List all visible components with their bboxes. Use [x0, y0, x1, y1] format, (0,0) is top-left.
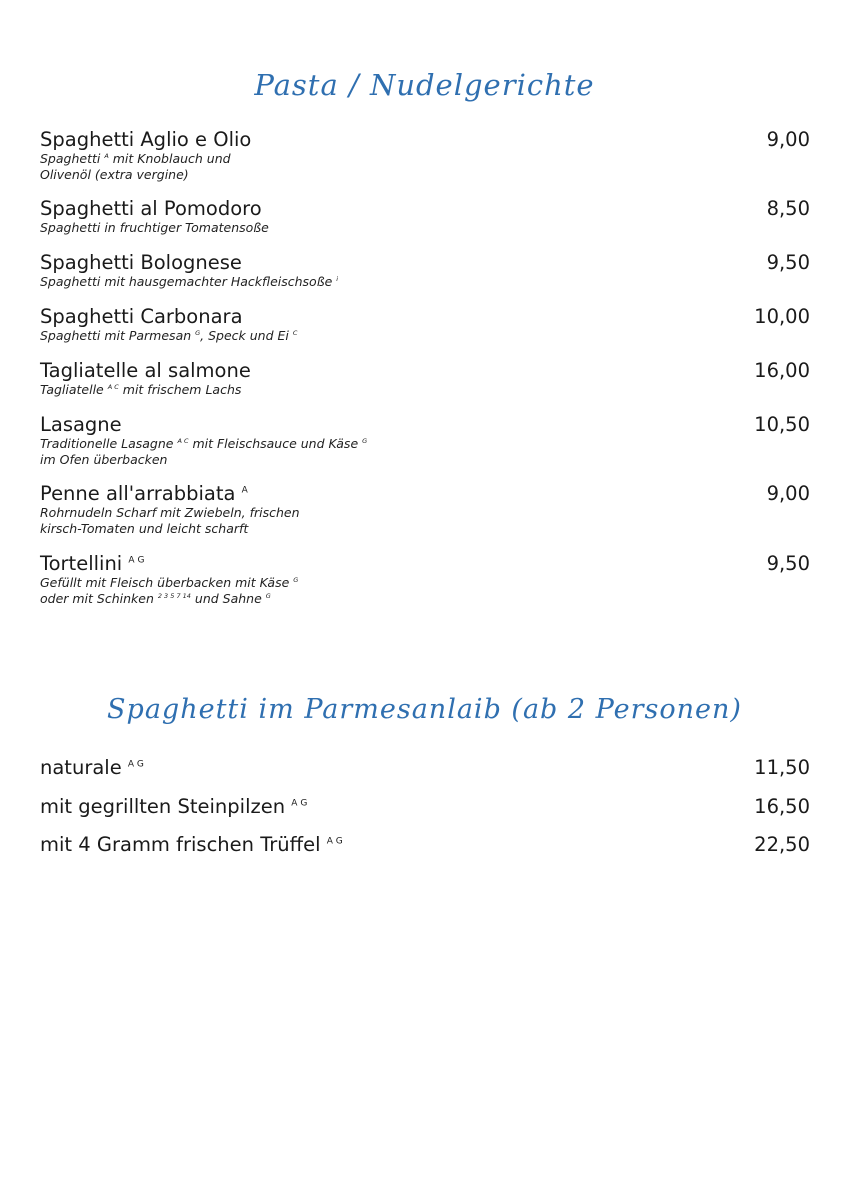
description-text: , Speck und Ei: [200, 328, 293, 343]
allergen-code: G: [362, 436, 368, 445]
allergen-code: A G: [326, 836, 343, 847]
description-text: Tagliatelle: [40, 382, 108, 397]
dish-name: [40, 833, 343, 856]
dish-price: 16,50: [754, 794, 810, 818]
description-text: Spaghetti in fruchtiger Tomatensoße: [40, 220, 269, 235]
description-text: Spaghetti mit hausgemachter Hackfleischsoße: [40, 274, 337, 289]
dish-description: [40, 575, 810, 591]
dish-price: 9,50: [766, 251, 810, 274]
menu-item-row: [40, 756, 810, 779]
dish-name-text: Tagliatelle al salmone: [40, 359, 251, 382]
description-text: im Ofen überbacken: [40, 451, 168, 467]
dish-name: [40, 552, 144, 575]
dish-name-text: naturale: [40, 756, 122, 779]
dish-price: 10,00: [754, 305, 810, 328]
dish-description: [40, 382, 810, 398]
dish-description: [40, 328, 810, 344]
dish-description: [40, 220, 810, 236]
dish-description: [40, 151, 810, 167]
allergen-code: A C: [107, 382, 119, 391]
dish-price: 9,00: [766, 482, 810, 505]
description-text: Spaghetti: [40, 151, 105, 166]
allergen-code: C: [292, 328, 298, 337]
allergen-code: G: [293, 575, 299, 584]
dish-name-text: Penne all'arrabbiata: [40, 482, 236, 505]
menu-item: [40, 197, 810, 236]
dish-price: 8,50: [766, 197, 810, 220]
menu-item: [40, 552, 810, 606]
dish-name-text: mit 4 Gramm frischen Trüffel: [40, 833, 321, 856]
dish-price: 16,00: [754, 359, 810, 382]
menu-item-row: [40, 197, 810, 220]
dish-price: 22,50: [754, 833, 810, 856]
dish-price: 9,00: [766, 128, 810, 151]
menu-item: [40, 128, 810, 182]
menu-item-row: [40, 359, 810, 382]
dish-name-text: Lasagne: [40, 413, 122, 436]
dish-description: [40, 521, 810, 537]
pasta-section-title: Pasta / Nudelgerichte: [254, 68, 595, 102]
dish-name-text: Spaghetti Aglio e Olio: [40, 128, 252, 151]
dish-price: 11,50: [754, 756, 810, 779]
menu-item-row: [40, 795, 810, 818]
menu-item: [40, 833, 810, 872]
dish-name: [40, 756, 144, 779]
description-text: kirsch-Tomaten und leicht scharft: [40, 520, 249, 536]
description-text: Spaghetti mit Parmesan: [40, 328, 196, 343]
menu-item: [40, 413, 810, 467]
description-text: und Sahne: [190, 590, 266, 606]
menu-item: [40, 482, 810, 536]
dish-name: [40, 482, 248, 505]
parmesan-section-title: Spaghetti im Parmesanlaib (ab 2 Personen): [107, 694, 742, 725]
dish-description: [40, 452, 810, 468]
dish-price: 9,50: [766, 552, 810, 575]
menu-item-row: [40, 128, 810, 151]
menu-item: [40, 251, 810, 290]
dish-price: 10,50: [754, 413, 810, 436]
parmesan-menu-list: [40, 756, 810, 872]
allergen-code: A G: [128, 555, 145, 566]
allergen-code: A G: [127, 759, 144, 770]
dish-name: [40, 305, 243, 328]
menu-item: [40, 359, 810, 398]
dish-name-text: Spaghetti Carbonara: [40, 305, 243, 328]
description-text: Gefüllt mit Fleisch überbacken mit Käse: [40, 575, 294, 590]
dish-description: [40, 436, 810, 452]
description-text: Olivenöl (extra vergine): [40, 166, 189, 182]
allergen-code: A G: [291, 798, 308, 808]
dish-name-text: mit gegrillten Steinpilzen: [40, 794, 286, 818]
allergen-code: A C: [177, 436, 189, 445]
description-text: mit Fleischsauce und Käse: [188, 436, 363, 451]
allergen-code: 2 3 5 7 14: [157, 591, 191, 600]
allergen-code: G: [265, 591, 271, 600]
dish-name: [40, 795, 307, 818]
allergen-code: A: [241, 485, 248, 496]
dish-name-text: Spaghetti al Pomodoro: [40, 197, 262, 220]
dish-name-text: Tortellini: [40, 552, 123, 575]
description-text: oder mit Schinken: [40, 590, 158, 606]
description-text: mit Knoblauch und: [108, 151, 231, 166]
menu-item: [40, 305, 810, 344]
menu-item-row: [40, 482, 810, 505]
dish-name: [40, 128, 251, 151]
menu-item-row: [40, 251, 810, 274]
menu-item-row: [40, 413, 810, 436]
dish-name-text: Spaghetti Bolognese: [40, 251, 242, 274]
allergen-code: i: [336, 274, 339, 283]
dish-description: [40, 167, 810, 183]
allergen-code: A: [104, 151, 109, 160]
allergen-code: G: [195, 328, 201, 337]
dish-description: [40, 591, 810, 607]
dish-name: [40, 359, 251, 382]
description-text: Traditionelle Lasagne: [40, 436, 178, 451]
description-text: mit frischem Lachs: [118, 382, 242, 397]
dish-name: [40, 251, 242, 274]
menu-item-row: [40, 552, 810, 575]
dish-name: [40, 197, 262, 220]
menu-item-row: [40, 833, 810, 856]
menu-item-row: [40, 305, 810, 328]
dish-description: [40, 505, 810, 521]
dish-name: [40, 413, 122, 436]
menu-item: [40, 756, 810, 795]
menu-item: [40, 795, 810, 834]
dish-description: [40, 274, 810, 290]
description-text: Rohrnudeln Scharf mit Zwiebeln, frischen: [40, 505, 300, 520]
